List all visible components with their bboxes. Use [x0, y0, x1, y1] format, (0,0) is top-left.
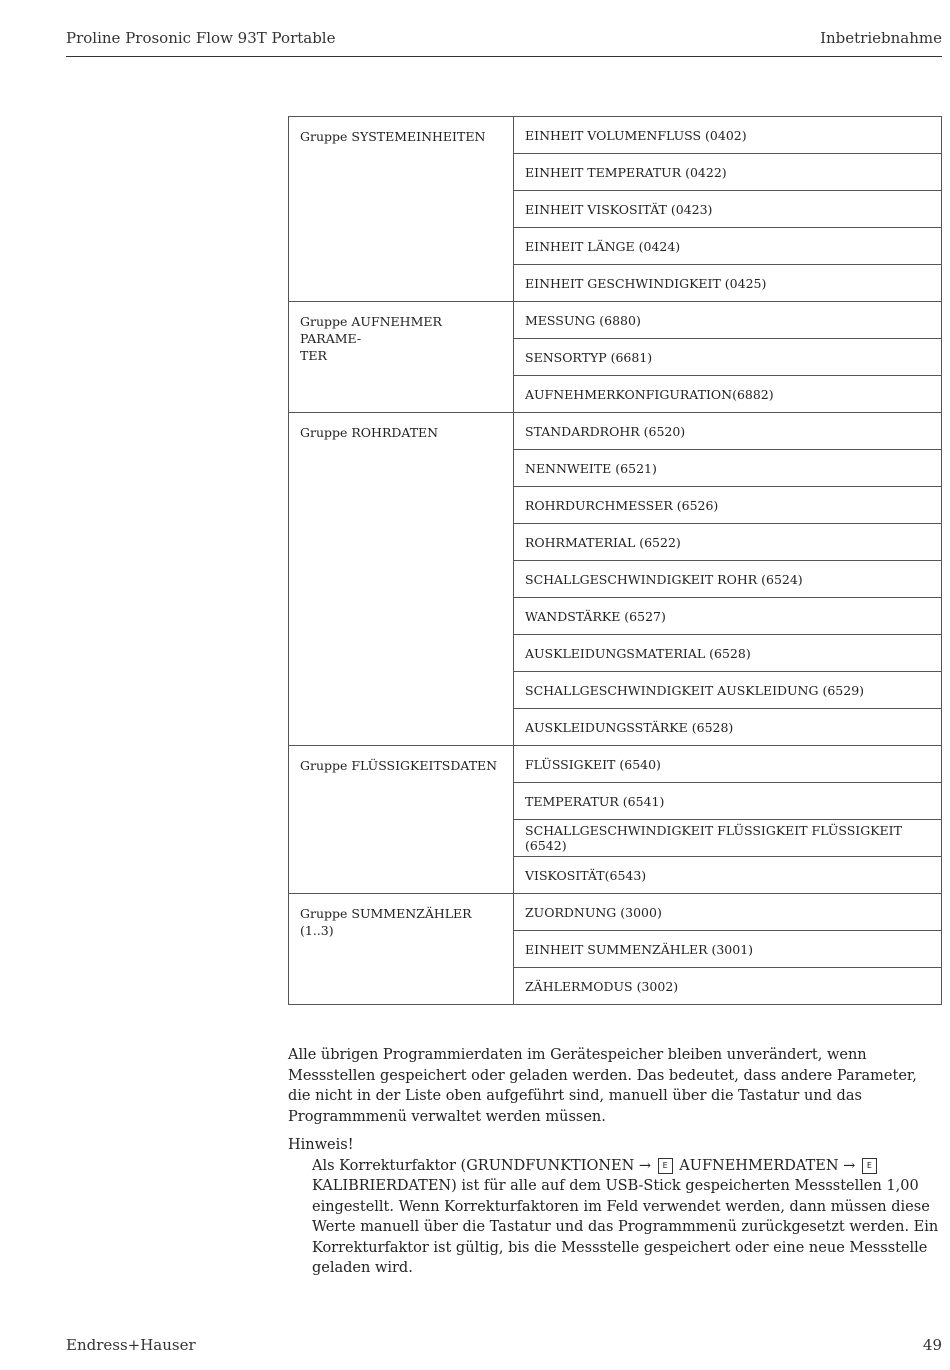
- parameter-cell: WANDSTÄRKE (6527): [514, 598, 942, 635]
- parameter-cell: EINHEIT GESCHWINDIGKEIT (0425): [514, 265, 942, 302]
- group-name-cell: Gruppe FLÜSSIGKEITSDATEN: [289, 746, 514, 894]
- parameter-cell: ROHRDURCHMESSER (6526): [514, 487, 942, 524]
- enter-key-icon: E: [862, 1158, 877, 1174]
- table-row: [289, 117, 942, 154]
- parameter-cell: AUSKLEIDUNGSMATERIAL (6528): [514, 635, 942, 672]
- parameter-cell: EINHEIT TEMPERATUR (0422): [514, 154, 942, 191]
- parameter-cell: FLÜSSIGKEIT (6540): [514, 746, 942, 783]
- parameter-cell: VISKOSITÄT(6543): [514, 857, 942, 894]
- note-text-part2: AUFNEHMERDATEN →: [679, 1157, 856, 1174]
- group-name-cell: Gruppe SYSTEMEINHEITEN: [289, 117, 514, 302]
- parameter-cell: AUSKLEIDUNGSSTÄRKE (6528): [514, 709, 942, 746]
- parameter-cell: STANDARDROHR (6520): [514, 413, 942, 450]
- parameter-cell: ZUORDNUNG (3000): [514, 894, 942, 931]
- table-row: [289, 302, 942, 339]
- group-name-cell: Gruppe ROHRDATEN: [289, 413, 514, 746]
- note-text-part3: KALIBRIERDATEN) ist für alle auf dem USB-Stick gespeicherten Messstellen 1,00 eingestellt. Wenn Korrekturfaktoren im Feld verwendet werden, dann müssen diese Werte manuell über die Tastatur und das Programmmenü zurückgesetzt werden. Ein Korrekturfaktor ist gültig, bis die Messstelle gespeichert oder eine neue Messstelle geladen wird.: [312, 1178, 939, 1276]
- parameter-cell: MESSUNG (6880): [514, 302, 942, 339]
- table-row: [289, 413, 942, 450]
- document-title: Proline Prosonic Flow 93T Portable: [66, 29, 336, 47]
- note-text-part1: Als Korrekturfaktor (GRUNDFUNKTIONEN →: [312, 1157, 652, 1174]
- group-name-cell: Gruppe SUMMENZÄHLER (1..3): [289, 894, 514, 1005]
- parameter-cell: EINHEIT SUMMENZÄHLER (3001): [514, 931, 942, 968]
- note-label: Hinweis!: [288, 1137, 354, 1153]
- parameter-cell: SCHALLGESCHWINDIGKEIT FLÜSSIGKEIT FLÜSSIGKEIT (6542): [514, 820, 942, 857]
- parameter-cell: NENNWEITE (6521): [514, 450, 942, 487]
- footer-brand: Endress+Hauser: [66, 1336, 196, 1354]
- group-name-cell: Gruppe AUFNEHMER PARAME- TER: [289, 302, 514, 413]
- page-header: [66, 26, 942, 57]
- body-text: [288, 1045, 942, 1279]
- page-number: 49: [922, 1336, 942, 1354]
- enter-key-icon: E: [658, 1158, 673, 1174]
- parameter-cell: SCHALLGESCHWINDIGKEIT AUSKLEIDUNG (6529): [514, 672, 942, 709]
- parameter-cell: EINHEIT LÄNGE (0424): [514, 228, 942, 265]
- table-row: [289, 894, 942, 931]
- parameter-table: [288, 116, 942, 1005]
- parameter-cell: AUFNEHMERKONFIGURATION(6882): [514, 376, 942, 413]
- parameter-cell: EINHEIT VOLUMENFLUSS (0402): [514, 117, 942, 154]
- parameter-cell: SENSORTYP (6681): [514, 339, 942, 376]
- parameter-cell: TEMPERATUR (6541): [514, 783, 942, 820]
- parameter-cell: EINHEIT VISKOSITÄT (0423): [514, 191, 942, 228]
- parameter-cell: SCHALLGESCHWINDIGKEIT ROHR (6524): [514, 561, 942, 598]
- parameter-cell: ROHRMATERIAL (6522): [514, 524, 942, 561]
- table-row: [289, 746, 942, 783]
- note-text: [312, 1156, 942, 1279]
- info-paragraph: Alle übrigen Programmierdaten im Gerätespeicher bleiben unverändert, wenn Messstellen gespeichert oder geladen werden. Das bedeutet, dass andere Parameter, die nicht in der Liste oben aufgeführt sind, manuell über die Tastatur und das Programmmenü verwaltet werden müssen.: [288, 1047, 917, 1125]
- parameter-cell: ZÄHLERMODUS (3002): [514, 968, 942, 1005]
- section-title: Inbetriebnahme: [820, 29, 942, 47]
